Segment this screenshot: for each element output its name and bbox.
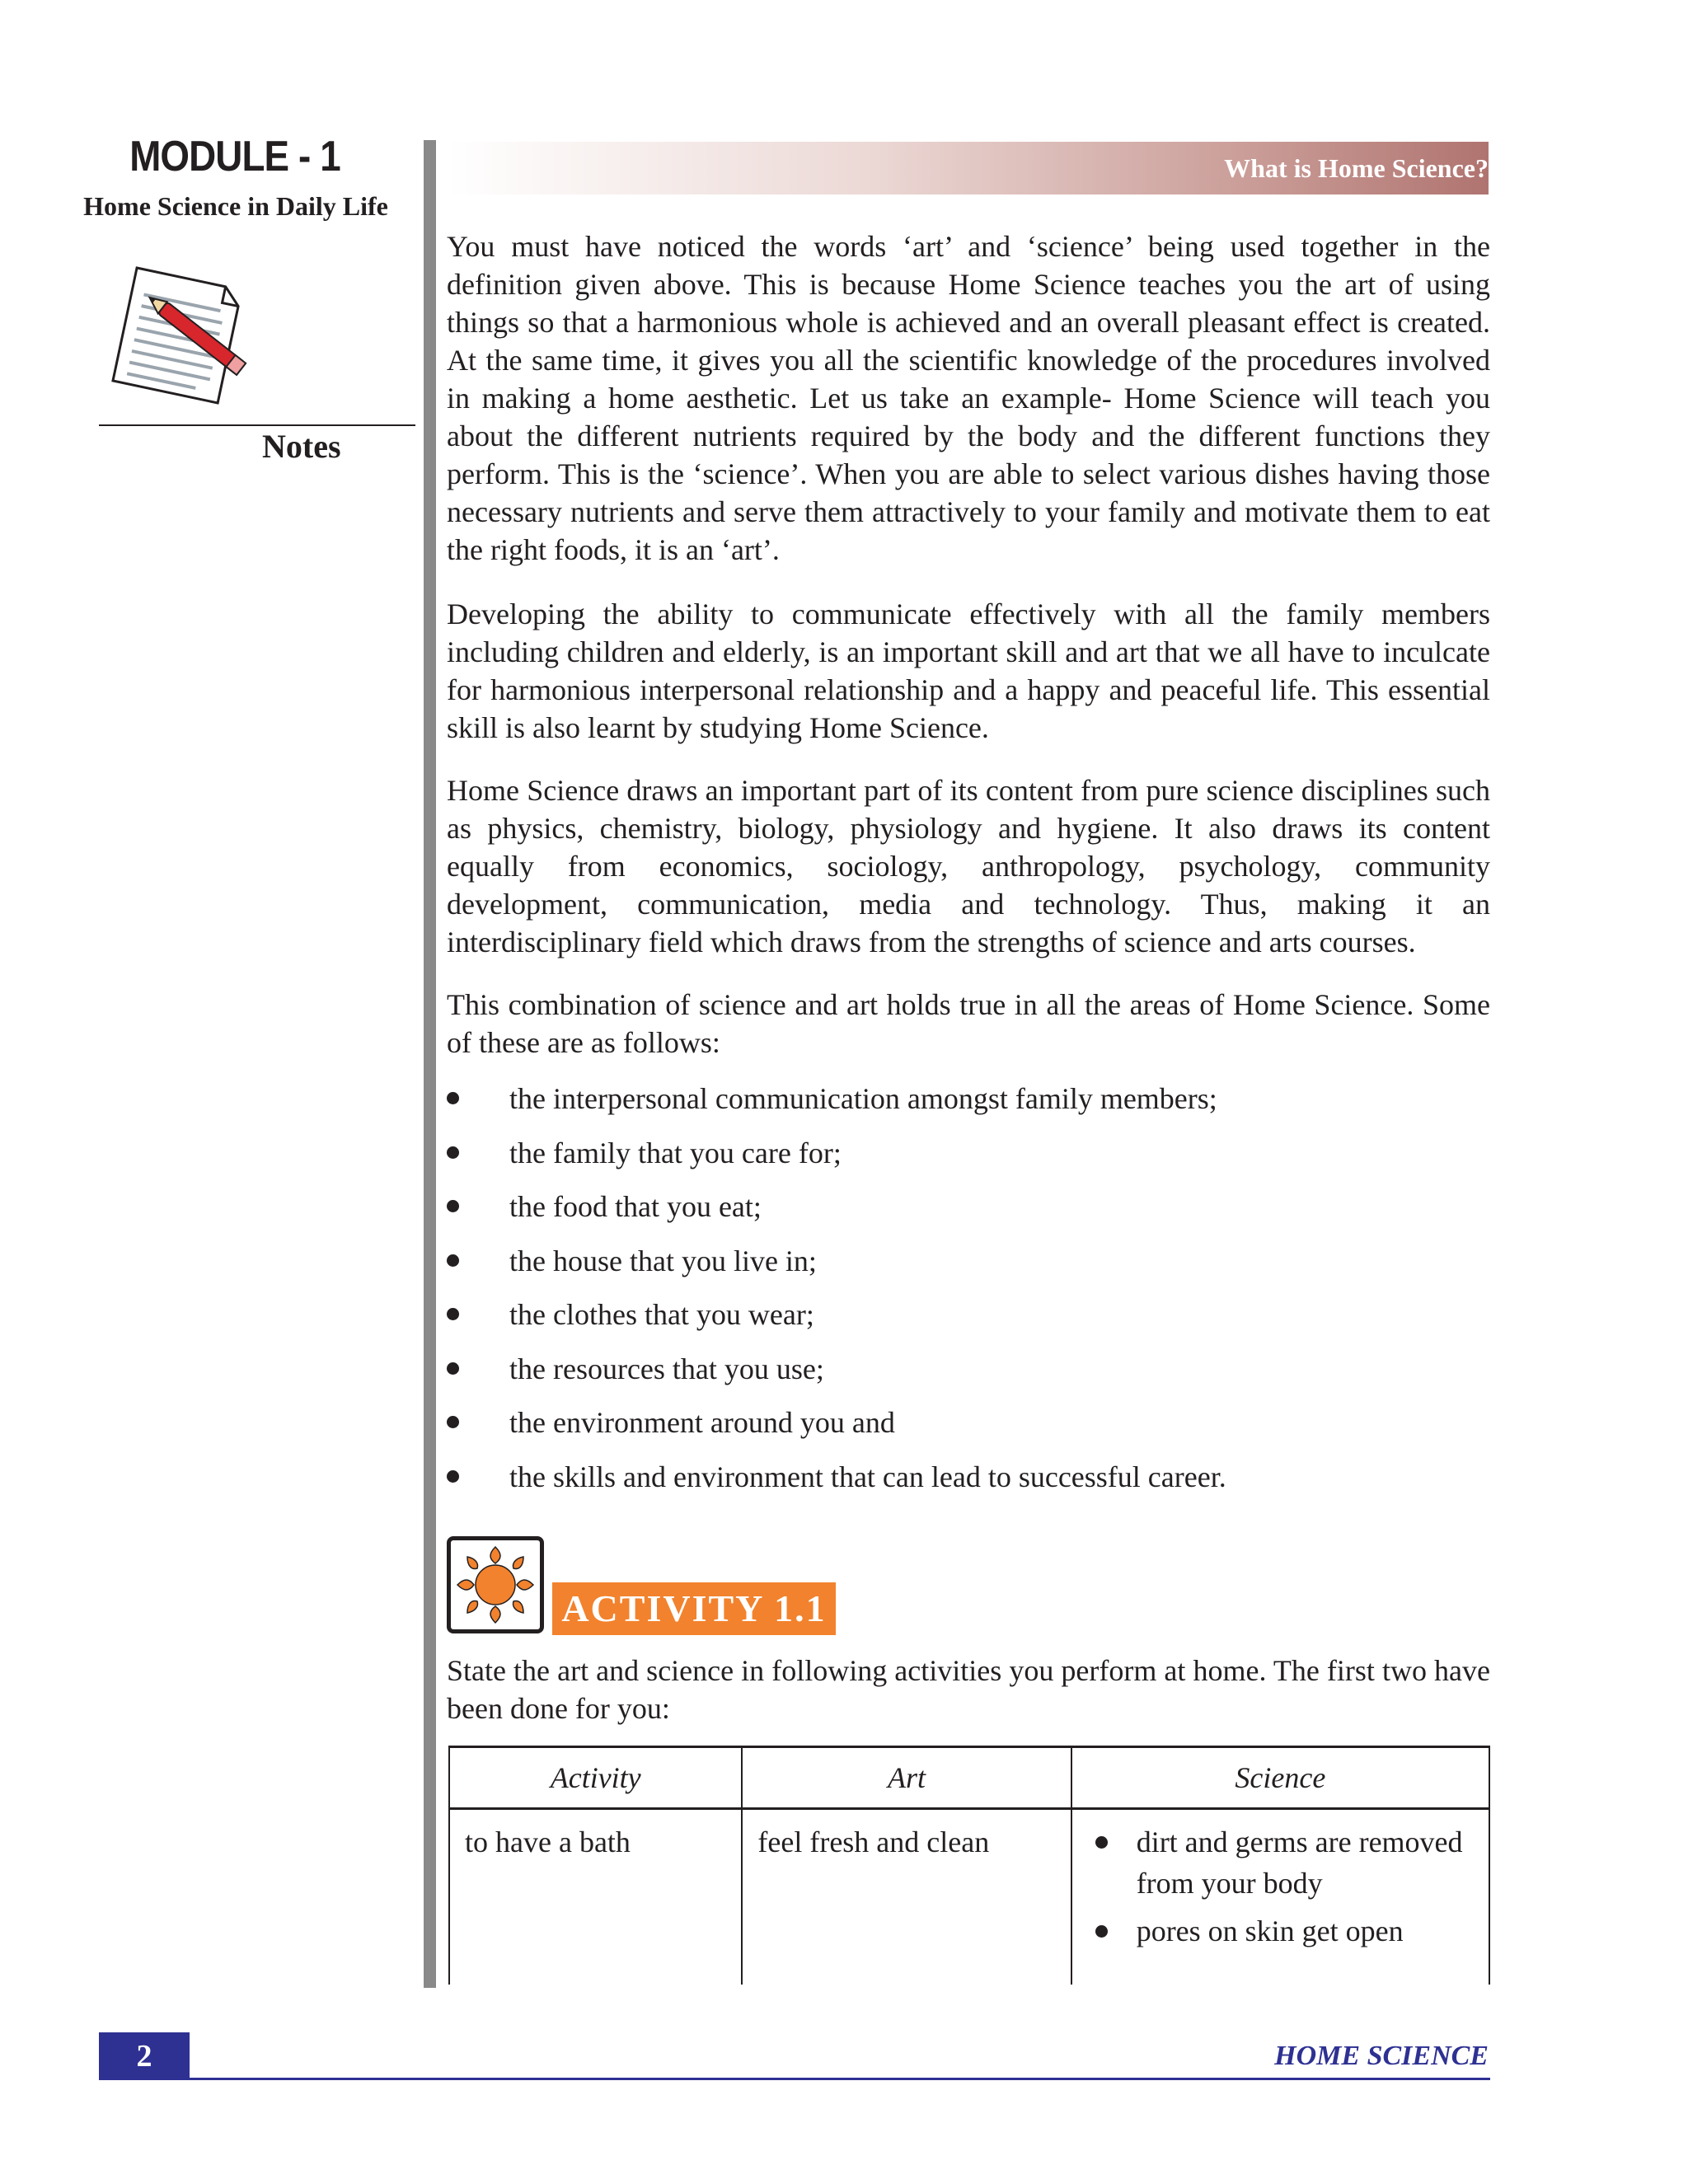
bullet-icon bbox=[447, 1146, 459, 1159]
cell-science bbox=[1071, 1809, 1489, 1985]
bullet-icon bbox=[1095, 1925, 1108, 1938]
margin-divider bbox=[424, 140, 436, 1988]
notes-rule bbox=[99, 424, 415, 426]
footer-rule bbox=[99, 2078, 1490, 2080]
list-item: the environment around you and bbox=[447, 1404, 1490, 1458]
table-row bbox=[449, 1809, 1489, 1985]
list-item: the house that you live in; bbox=[447, 1242, 1490, 1296]
footer-title: HOME SCIENCE bbox=[1274, 2041, 1489, 2071]
bullet-icon bbox=[447, 1470, 459, 1483]
cell-activity: to have a bath bbox=[449, 1809, 742, 1985]
activity-label: ACTIVITY 1.1 bbox=[552, 1582, 836, 1635]
bullet-icon bbox=[447, 1254, 459, 1267]
table-header-row bbox=[449, 1747, 1489, 1809]
notes-label: Notes bbox=[262, 428, 341, 465]
bullet-icon bbox=[447, 1416, 459, 1428]
paragraph-communication: Developing the ability to communicate effectively with all the family members including children and elderly, is an important skill and art that we all have to inculcate for harmonious interpersonal relationship and a happy and peaceful life. This essential skill is also learnt by studying Home Science. bbox=[447, 598, 1490, 744]
column-header-activity: Activity bbox=[449, 1747, 742, 1809]
list-item: the food that you eat; bbox=[447, 1188, 1490, 1242]
list-item: the resources that you use; bbox=[447, 1350, 1490, 1404]
column-header-science: Science bbox=[1071, 1747, 1489, 1809]
notepad-pencil-icon bbox=[99, 262, 264, 406]
bullet-icon bbox=[447, 1308, 459, 1320]
sun-emblem-icon bbox=[447, 1536, 544, 1633]
bullet-icon bbox=[447, 1362, 459, 1375]
paragraph-areas-intro: This combination of science and art holds true in all the areas of Home Science. Some of these are as follows: bbox=[447, 988, 1490, 1059]
paragraph-art-science: You must have noticed the words ‘art’ and ‘science’ being used together in the definition given above. This is because Home Science teaches you the art of using things so that a harmonious whole is achieved and an overall pleasant effect is created. At the same time, it gives you all the scientific knowledge of the procedures involved in making a home aesthetic. Let us take an example- Home Science will teach you about the different nutrients required by the body and the different functions they perform. This is the ‘science’. When you are able to select various dishes having those necessary nutrients and serve them attractively to your family and motivate them to eat the right foods, it is an ‘art’. bbox=[447, 230, 1490, 566]
science-list bbox=[1087, 1821, 1474, 1952]
column-header-art: Art bbox=[742, 1747, 1071, 1809]
page-number: 2 bbox=[99, 2032, 190, 2080]
list-item: the skills and environment that can lead to successful career. bbox=[447, 1458, 1490, 1512]
activity-table bbox=[448, 1746, 1490, 1985]
list-item: the family that you care for; bbox=[447, 1134, 1490, 1188]
list-item: pores on skin get open bbox=[1087, 1910, 1474, 1952]
module-title: MODULE - 1 bbox=[129, 133, 340, 180]
bullet-icon bbox=[1095, 1836, 1108, 1849]
list-item: dirt and germs are removed from your body bbox=[1087, 1821, 1474, 1904]
bullet-icon bbox=[447, 1092, 459, 1104]
bullet-icon bbox=[447, 1200, 459, 1212]
list-item: the clothes that you wear; bbox=[447, 1296, 1490, 1350]
areas-list bbox=[447, 1080, 1490, 1511]
list-item: the interpersonal communication amongst family members; bbox=[447, 1080, 1490, 1134]
cell-art: feel fresh and clean bbox=[742, 1809, 1071, 1985]
header-title: What is Home Science? bbox=[1224, 153, 1489, 183]
module-subtitle: Home Science in Daily Life bbox=[83, 191, 388, 221]
paragraph-disciplines: Home Science draws an important part of its content from pure science disciplines such as physics, chemistry, biology, physiology and hygiene. It also draws its content equally from economics, sociology, anthropology, psychology, community development, communication, media and technology. Thus, making it an interdisciplinary field which draws from the strengths of science and arts courses. bbox=[447, 774, 1490, 958]
activity-instruction: State the art and science in following activities you perform at home. The first two have been done for you: bbox=[447, 1654, 1490, 1725]
